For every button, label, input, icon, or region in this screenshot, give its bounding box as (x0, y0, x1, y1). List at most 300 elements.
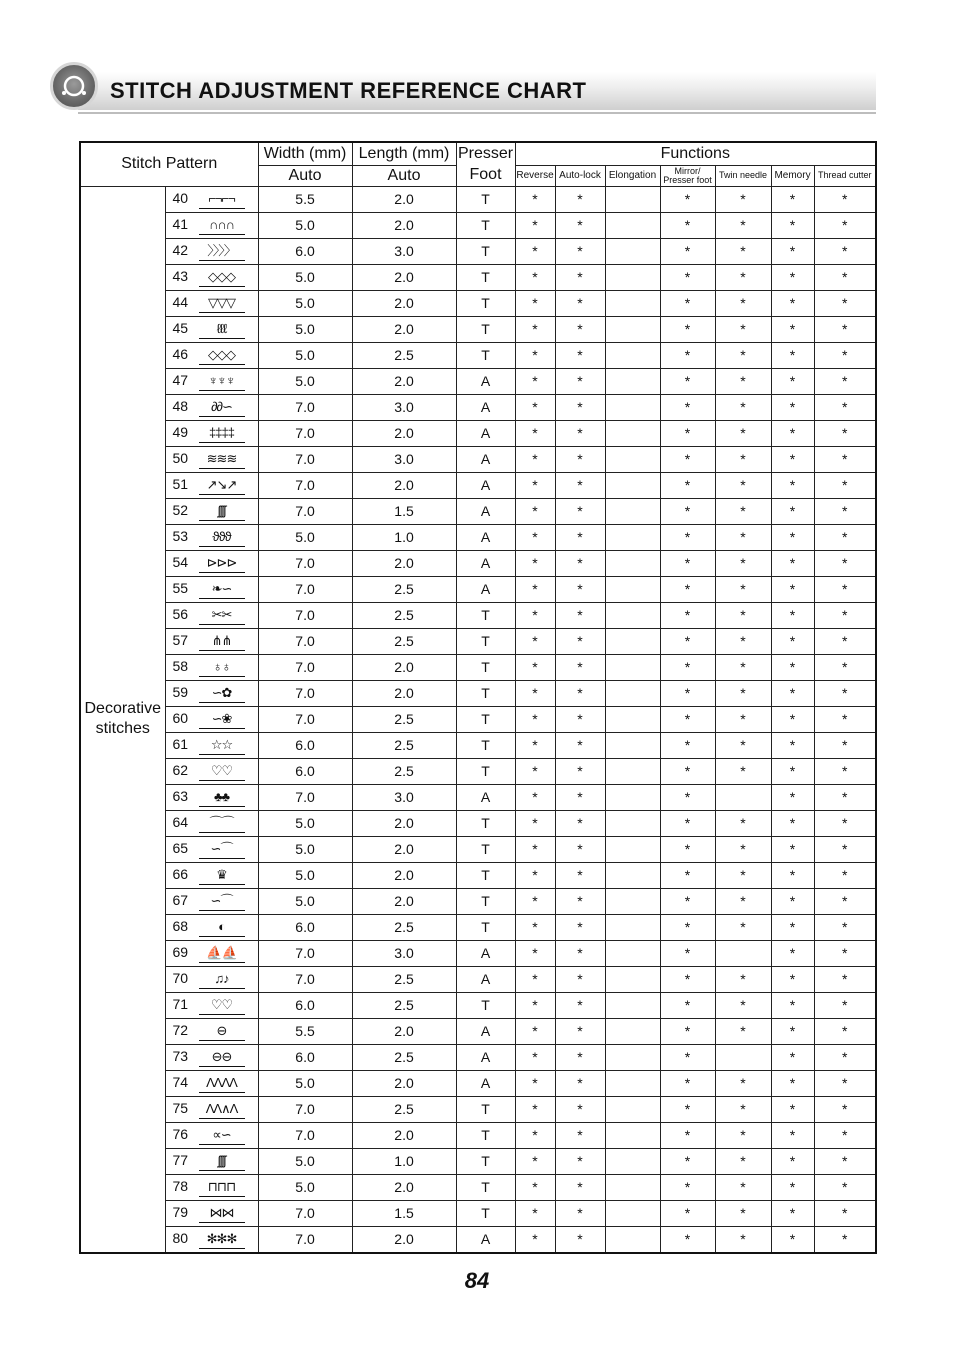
elongation-cell (605, 420, 660, 446)
table-row (80, 836, 876, 862)
twin-needle-star: * (715, 394, 771, 420)
mirror-star: * (660, 1044, 715, 1070)
width-value: 7.0 (258, 784, 352, 810)
autolock-star: * (555, 836, 605, 862)
twin-needle-star: * (715, 524, 771, 550)
twin-needle-star: * (715, 1122, 771, 1148)
table-row (80, 706, 876, 732)
stitch-cell (165, 446, 258, 472)
mirror-star: * (660, 1148, 715, 1174)
reverse-star: * (515, 1200, 555, 1226)
thread-cutter-star: * (814, 992, 876, 1018)
width-auto: Auto (258, 165, 352, 186)
stitch-pattern-icon: ⊖⊖ (199, 1048, 245, 1067)
table-row (80, 1200, 876, 1226)
autolock-star: * (555, 446, 605, 472)
reverse-star: * (515, 654, 555, 680)
elongation-cell (605, 316, 660, 342)
stitch-number: 78 (172, 1177, 189, 1194)
autolock-star: * (555, 654, 605, 680)
reverse-star: * (515, 1044, 555, 1070)
table-row (80, 966, 876, 992)
memory-star: * (771, 446, 814, 472)
table-row (80, 1226, 876, 1253)
twin-needle-header: Twin needle (715, 165, 771, 186)
stitch-number: 57 (172, 631, 189, 648)
length-value: 2.0 (352, 888, 456, 914)
width-value: 7.0 (258, 940, 352, 966)
twin-needle-star: * (715, 966, 771, 992)
mirror-star: * (660, 810, 715, 836)
stitch-number: 52 (172, 501, 189, 518)
memory-star: * (771, 316, 814, 342)
length-value: 2.0 (352, 654, 456, 680)
stitch-pattern-icon: ∽❀ (199, 710, 245, 729)
thread-cutter-star: * (814, 654, 876, 680)
reverse-star: * (515, 394, 555, 420)
stitch-number: 67 (172, 891, 189, 908)
presser-foot-value: T (456, 1148, 515, 1174)
autolock-star: * (555, 238, 605, 264)
memory-star: * (771, 836, 814, 862)
stitch-pattern-icon: ⌐¬⌐¬ (199, 190, 245, 209)
thread-cutter-star: * (814, 472, 876, 498)
thread-cutter-star: * (814, 446, 876, 472)
stitch-cell (165, 1226, 258, 1253)
elongation-cell (605, 1200, 660, 1226)
reverse-star: * (515, 368, 555, 394)
chart-body (80, 186, 876, 1253)
presser-foot-value: T (456, 992, 515, 1018)
stitch-cell (165, 680, 258, 706)
presser-foot-value: T (456, 914, 515, 940)
width-value: 7.0 (258, 706, 352, 732)
stitch-cell (165, 1148, 258, 1174)
reverse-star: * (515, 732, 555, 758)
twin-needle-star: * (715, 732, 771, 758)
stitch-number: 58 (172, 657, 189, 674)
thread-cutter-star: * (814, 758, 876, 784)
mirror-star: * (660, 628, 715, 654)
autolock-star: * (555, 992, 605, 1018)
table-row (80, 914, 876, 940)
length-value: 2.5 (352, 914, 456, 940)
reverse-star: * (515, 446, 555, 472)
table-row (80, 550, 876, 576)
stitch-pattern-icon: ◐ (199, 918, 245, 937)
thread-cutter-star: * (814, 940, 876, 966)
mirror-star: * (660, 784, 715, 810)
length-value: 1.5 (352, 498, 456, 524)
mirror-star: * (660, 992, 715, 1018)
stitch-pattern-icon: ☆☆ (199, 736, 245, 755)
stitch-cell (165, 992, 258, 1018)
width-value: 7.0 (258, 1226, 352, 1253)
elongation-cell (605, 940, 660, 966)
thread-cutter-star: * (814, 862, 876, 888)
presser-foot-value: T (456, 758, 515, 784)
autolock-star: * (555, 680, 605, 706)
thread-cutter-star: * (814, 706, 876, 732)
thread-cutter-star: * (814, 1070, 876, 1096)
length-value: 2.0 (352, 1226, 456, 1253)
sewing-machine-icon (50, 62, 98, 110)
elongation-cell (605, 966, 660, 992)
table-row (80, 472, 876, 498)
length-value: 2.5 (352, 1096, 456, 1122)
mirror-header (660, 165, 715, 186)
stitch-number: 48 (172, 397, 189, 414)
thread-cutter-star: * (814, 290, 876, 316)
stitch-pattern-icon: ∽✿ (199, 684, 245, 703)
presser-foot-value: A (456, 576, 515, 602)
table-row (80, 186, 876, 212)
memory-star: * (771, 940, 814, 966)
twin-needle-star: * (715, 706, 771, 732)
table-row (80, 654, 876, 680)
elongation-header: Elongation (605, 165, 660, 186)
twin-needle-cell (715, 1044, 771, 1070)
presser-foot-value: A (456, 784, 515, 810)
presser-foot-value: T (456, 732, 515, 758)
memory-star: * (771, 1200, 814, 1226)
width-value: 5.0 (258, 888, 352, 914)
elongation-cell (605, 342, 660, 368)
memory-star: * (771, 550, 814, 576)
reverse-star: * (515, 290, 555, 316)
mirror-star: * (660, 680, 715, 706)
mirror-star: * (660, 888, 715, 914)
stitch-cell (165, 1096, 258, 1122)
stitch-cell (165, 966, 258, 992)
elongation-cell (605, 550, 660, 576)
reverse-star: * (515, 602, 555, 628)
twin-needle-star: * (715, 550, 771, 576)
stitch-cell (165, 706, 258, 732)
elongation-cell (605, 888, 660, 914)
stitch-pattern-icon: ♛ (199, 866, 245, 885)
stitch-pattern-icon: ✂✂ (199, 606, 245, 625)
thread-cutter-star: * (814, 368, 876, 394)
stitch-cell (165, 212, 258, 238)
memory-header: Memory (771, 165, 814, 186)
memory-star: * (771, 290, 814, 316)
elongation-cell (605, 1226, 660, 1253)
twin-needle-star: * (715, 680, 771, 706)
page-number: 84 (464, 1268, 490, 1293)
twin-needle-star: * (715, 1200, 771, 1226)
stitch-number: 61 (172, 735, 189, 752)
presser-foot-value: A (456, 966, 515, 992)
presser-foot-value: T (456, 342, 515, 368)
elongation-cell (605, 212, 660, 238)
table-row (80, 1122, 876, 1148)
elongation-cell (605, 1122, 660, 1148)
length-value: 2.0 (352, 1122, 456, 1148)
stitch-pattern-icon: ∽⌒ (199, 840, 245, 859)
autolock-star: * (555, 888, 605, 914)
mirror-star: * (660, 576, 715, 602)
elongation-cell (605, 680, 660, 706)
mirror-star: * (660, 446, 715, 472)
width-value: 7.0 (258, 680, 352, 706)
reverse-header: Reverse (515, 165, 555, 186)
reverse-star: * (515, 784, 555, 810)
elongation-cell (605, 1018, 660, 1044)
presser-foot-value: A (456, 1044, 515, 1070)
stitch-number: 47 (172, 371, 189, 388)
memory-star: * (771, 680, 814, 706)
stitch-number: 72 (172, 1021, 189, 1038)
table-row (80, 784, 876, 810)
width-value: 5.5 (258, 1018, 352, 1044)
mirror-star: * (660, 914, 715, 940)
elongation-cell (605, 992, 660, 1018)
memory-star: * (771, 1070, 814, 1096)
width-header: Width (mm) (258, 142, 352, 165)
memory-star: * (771, 420, 814, 446)
presser-foot-value: T (456, 316, 515, 342)
group-label-line-1: Decorative (84, 700, 161, 717)
mirror-star: * (660, 550, 715, 576)
elongation-cell (605, 394, 660, 420)
stitch-pattern-icon: ∝∽ (199, 1126, 245, 1145)
memory-star: * (771, 1018, 814, 1044)
table-row (80, 420, 876, 446)
autolock-star: * (555, 264, 605, 290)
table-row (80, 732, 876, 758)
length-value: 3.0 (352, 394, 456, 420)
stitch-pattern-icon: ◇◇◇ (199, 268, 245, 287)
stitch-number: 66 (172, 865, 189, 882)
thread-cutter-star: * (814, 836, 876, 862)
width-value: 5.0 (258, 810, 352, 836)
autolock-star: * (555, 394, 605, 420)
table-row (80, 1148, 876, 1174)
length-value: 2.0 (352, 836, 456, 862)
width-value: 5.0 (258, 212, 352, 238)
elongation-cell (605, 654, 660, 680)
length-value: 1.0 (352, 1148, 456, 1174)
length-value: 2.5 (352, 992, 456, 1018)
elongation-cell (605, 238, 660, 264)
autolock-star: * (555, 810, 605, 836)
presser-foot-value: A (456, 940, 515, 966)
mirror-star: * (660, 1096, 715, 1122)
mirror-star: * (660, 498, 715, 524)
memory-star: * (771, 758, 814, 784)
stitch-pattern-icon: ΛΛ∧Λ (199, 1100, 245, 1119)
thread-cutter-star: * (814, 784, 876, 810)
memory-star: * (771, 706, 814, 732)
stitch-pattern-icon: ∂∂∽ (199, 398, 245, 417)
page-title: STITCH ADJUSTMENT REFERENCE CHART (110, 78, 587, 103)
autolock-star: * (555, 602, 605, 628)
twin-needle-star: * (715, 1070, 771, 1096)
thread-cutter-star: * (814, 1148, 876, 1174)
thread-cutter-star: * (814, 186, 876, 212)
mirror-star: * (660, 368, 715, 394)
memory-star: * (771, 888, 814, 914)
presser-foot-value: T (456, 862, 515, 888)
memory-star: * (771, 992, 814, 1018)
mirror-star: * (660, 316, 715, 342)
elongation-cell (605, 446, 660, 472)
stitch-pattern-icon: ∩∩∩ (199, 216, 245, 235)
stitch-pattern-icon: ❧∽ (199, 580, 245, 599)
stitch-pattern-icon: ⛵⛵ (199, 944, 245, 963)
elongation-cell (605, 576, 660, 602)
length-value: 2.5 (352, 342, 456, 368)
elongation-cell (605, 498, 660, 524)
thread-cutter-star: * (814, 1096, 876, 1122)
page-header (50, 62, 876, 114)
stitch-pattern-icon: ♡♡ (199, 762, 245, 781)
thread-cutter-star: * (814, 238, 876, 264)
table-row (80, 576, 876, 602)
table-row (80, 290, 876, 316)
stitch-number: 59 (172, 683, 189, 700)
table-row (80, 1044, 876, 1070)
mirror-star: * (660, 1226, 715, 1253)
elongation-cell (605, 472, 660, 498)
reverse-star: * (515, 316, 555, 342)
autolock-star: * (555, 1174, 605, 1200)
twin-needle-star: * (715, 628, 771, 654)
memory-star: * (771, 732, 814, 758)
mirror-star: * (660, 732, 715, 758)
elongation-cell (605, 368, 660, 394)
presser-foot-value: T (456, 264, 515, 290)
stitch-number: 65 (172, 839, 189, 856)
memory-star: * (771, 212, 814, 238)
reverse-star: * (515, 628, 555, 654)
width-value: 5.0 (258, 316, 352, 342)
memory-star: * (771, 966, 814, 992)
length-value: 3.0 (352, 940, 456, 966)
thread-cutter-star: * (814, 576, 876, 602)
stitch-cell (165, 420, 258, 446)
reverse-star: * (515, 498, 555, 524)
thread-cutter-star: * (814, 810, 876, 836)
width-value: 6.0 (258, 1044, 352, 1070)
stitch-cell (165, 550, 258, 576)
presser-foot-value: T (456, 680, 515, 706)
length-value: 2.5 (352, 576, 456, 602)
presser-foot-value: T (456, 1174, 515, 1200)
mirror-star: * (660, 758, 715, 784)
twin-needle-star: * (715, 1148, 771, 1174)
length-value: 3.0 (352, 238, 456, 264)
stitch-number: 73 (172, 1047, 189, 1064)
reverse-star: * (515, 1148, 555, 1174)
reverse-star: * (515, 862, 555, 888)
stitch-number: 68 (172, 917, 189, 934)
stitch-number: 49 (172, 423, 189, 440)
mirror-star: * (660, 862, 715, 888)
stitch-number: 77 (172, 1151, 189, 1168)
length-value: 2.0 (352, 1018, 456, 1044)
functions-header: Functions (515, 142, 876, 165)
autolock-star: * (555, 732, 605, 758)
twin-needle-cell (715, 784, 771, 810)
mirror-star: * (660, 966, 715, 992)
presser-foot-value: T (456, 238, 515, 264)
thread-cutter-star: * (814, 420, 876, 446)
thread-cutter-star: * (814, 1044, 876, 1070)
length-value: 2.5 (352, 966, 456, 992)
reverse-star: * (515, 888, 555, 914)
stitch-cell (165, 1018, 258, 1044)
width-value: 7.0 (258, 576, 352, 602)
stitch-pattern-icon: ▽▽▽ (199, 294, 245, 313)
table-row (80, 888, 876, 914)
mirror-star: * (660, 342, 715, 368)
thread-cutter-star: * (814, 628, 876, 654)
width-value: 5.0 (258, 264, 352, 290)
elongation-cell (605, 290, 660, 316)
presser-foot-value: T (456, 1200, 515, 1226)
width-value: 5.0 (258, 1174, 352, 1200)
twin-needle-star: * (715, 576, 771, 602)
autolock-star: * (555, 524, 605, 550)
memory-star: * (771, 394, 814, 420)
presser-foot-value: T (456, 602, 515, 628)
thread-cutter-star: * (814, 888, 876, 914)
stitch-cell (165, 472, 258, 498)
stitch-pattern-icon: ⌒⌒ (199, 814, 245, 833)
twin-needle-star: * (715, 914, 771, 940)
thread-cutter-star: * (814, 394, 876, 420)
stitch-pattern-icon: ΛΛΛΛ (199, 1074, 245, 1093)
autolock-star: * (555, 368, 605, 394)
table-row (80, 602, 876, 628)
length-value: 2.5 (352, 1044, 456, 1070)
memory-star: * (771, 628, 814, 654)
reverse-star: * (515, 550, 555, 576)
stitch-cell (165, 602, 258, 628)
stitch-pattern-icon: ʃʃʃʃ (199, 1152, 245, 1171)
autolock-star: * (555, 498, 605, 524)
twin-needle-star: * (715, 472, 771, 498)
stitch-pattern-icon: ♡♡ (199, 996, 245, 1015)
stitch-pattern-icon: ‡‡‡‡ (199, 424, 245, 443)
stitch-number: 74 (172, 1073, 189, 1090)
table-row (80, 940, 876, 966)
memory-star: * (771, 602, 814, 628)
thread-cutter-star: * (814, 966, 876, 992)
width-value: 5.0 (258, 524, 352, 550)
reverse-star: * (515, 1174, 555, 1200)
table-row (80, 342, 876, 368)
reverse-star: * (515, 1070, 555, 1096)
mirror-star: * (660, 706, 715, 732)
mirror-star: * (660, 1122, 715, 1148)
stitch-pattern-icon: ⊳⊳⊳ (199, 554, 245, 573)
autolock-star: * (555, 758, 605, 784)
elongation-cell (605, 1174, 660, 1200)
table-row (80, 862, 876, 888)
table-row (80, 758, 876, 784)
width-value: 7.0 (258, 1122, 352, 1148)
width-value: 7.0 (258, 602, 352, 628)
stitch-cell (165, 1070, 258, 1096)
stitch-cell (165, 368, 258, 394)
reverse-star: * (515, 524, 555, 550)
presser-foot-value: A (456, 368, 515, 394)
presser-foot-value: T (456, 628, 515, 654)
autolock-star: * (555, 186, 605, 212)
